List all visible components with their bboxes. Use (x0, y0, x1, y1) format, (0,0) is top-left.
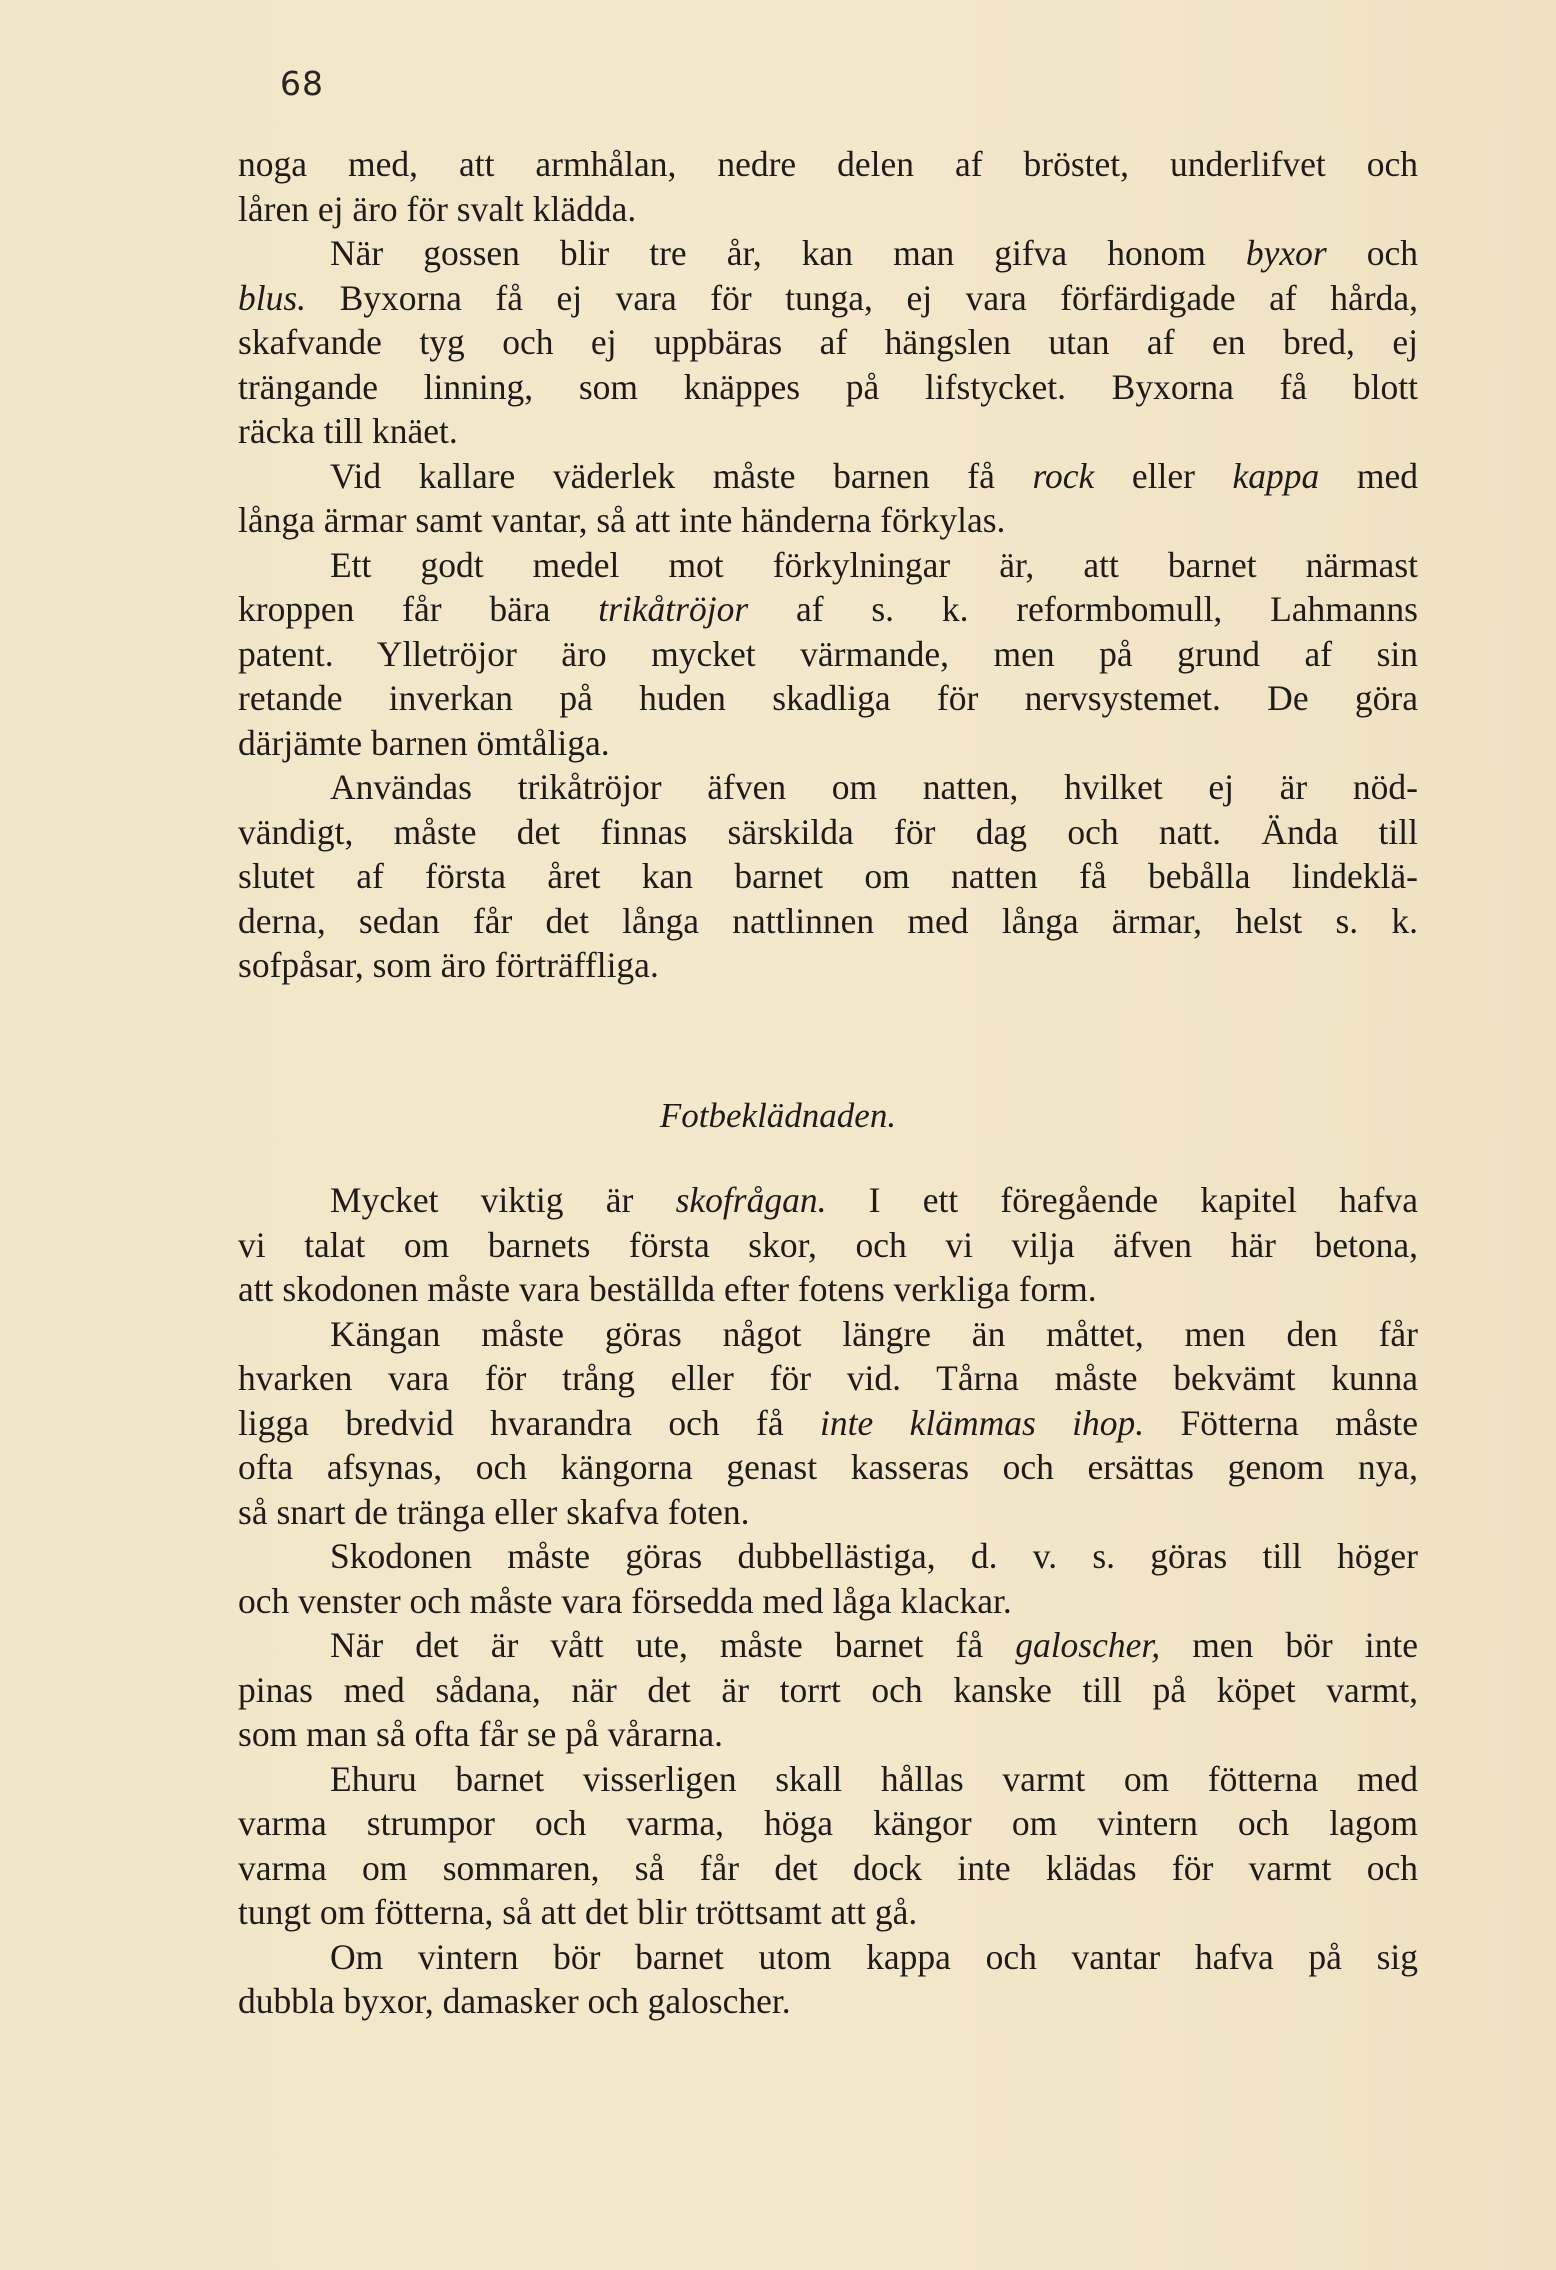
text-run: och (1326, 233, 1418, 273)
text-run: af s. k. reformbomull, Lahmanns (748, 589, 1418, 629)
emphasized-term: byxor (1245, 233, 1327, 273)
emphasized-term: skofrågan. (675, 1180, 827, 1220)
text-run: ofta afsynas, och kängorna genast kasseras och ersättas genom nya, (238, 1447, 1418, 1487)
emphasized-term: blus. (238, 277, 307, 318)
text-run: Om vintern bör barnet utom kappa och vantar hafva på sig (330, 1936, 1418, 1977)
text-line (238, 1979, 1418, 2024)
text-line (238, 632, 1418, 677)
text-run: varma om sommaren, så får det dock inte klädas för varmt och (238, 1847, 1418, 1888)
text-line (238, 899, 1418, 944)
text-run: retande inverkan på huden skadliga för nervsystemet. De göra (238, 678, 1418, 718)
text-line (238, 1757, 1418, 1802)
text-run: men bör inte (1160, 1625, 1418, 1665)
text-line (238, 1490, 1418, 1535)
text-line (238, 276, 1418, 321)
text-run: så snart de tränga eller skafva foten. (238, 1491, 750, 1532)
text-line (238, 1401, 1418, 1446)
text-line (238, 365, 1418, 410)
text-line (238, 409, 1418, 454)
text-line (238, 543, 1418, 588)
text-line (238, 231, 1418, 276)
text-line (238, 1668, 1418, 1713)
text-line (238, 810, 1418, 855)
text-line (238, 1935, 1418, 1980)
text-line (238, 320, 1418, 365)
text-run: som man så ofta får se på vårarna. (238, 1714, 723, 1754)
section-1-text (238, 142, 1418, 988)
text-line (238, 721, 1418, 766)
text-run: eller (1094, 455, 1233, 496)
section-2-text (238, 1178, 1418, 2024)
text-run: vändigt, måste det finnas särskilda för dag och natt. Ända till (238, 811, 1418, 852)
text-run: När gossen blir tre år, kan man gifva honom (330, 233, 1246, 273)
text-line (238, 1890, 1418, 1935)
text-line (238, 498, 1418, 543)
text-run: skafvande tyg och ej uppbäras af hängslen utan af en bred, ej (238, 322, 1418, 362)
text-run: Mycket viktig är (330, 1180, 676, 1220)
text-run: noga med, att armhålan, nedre delen af bröstet, underlifvet och (238, 144, 1418, 184)
text-line (238, 1267, 1418, 1312)
emphasized-term: inte klämmas ihop. (820, 1402, 1145, 1443)
text-run: ligga bredvid hvarandra och få (238, 1402, 820, 1443)
text-run: patent. Ylletröjor äro mycket värmande, men på grund af sin (238, 633, 1418, 674)
text-line (238, 1223, 1418, 1268)
text-run: kroppen får bära (238, 589, 599, 629)
text-run: Ehuru barnet visserligen skall hållas varmt om fötterna med (330, 1758, 1418, 1799)
text-run: derna, sedan får det långa nattlinnen med långa ärmar, helst s. k. (238, 900, 1418, 941)
text-run: långa ärmar samt vantar, så att inte händerna förkylas. (238, 500, 1006, 540)
text-line (238, 142, 1418, 187)
text-run: Ett godt medel mot förkylningar är, att barnet närmast (330, 544, 1418, 585)
page-number: 68 (280, 64, 324, 103)
emphasized-term: rock (1032, 455, 1095, 496)
text-line (238, 1623, 1418, 1668)
text-run: tungt om fötterna, så att det blir tröttsamt att gå. (238, 1892, 918, 1932)
emphasized-term: kappa (1232, 455, 1320, 496)
emphasized-term: galoscher, (1015, 1625, 1161, 1665)
text-line (238, 1312, 1418, 1357)
text-run: Fötterna måste (1144, 1402, 1418, 1443)
text-run: låren ej äro för svalt klädda. (238, 188, 637, 229)
text-run: trängande linning, som knäppes på lifstycket. Byxorna få blott (238, 366, 1418, 407)
text-line (238, 765, 1418, 810)
text-run: därjämte barnen ömtåliga. (238, 722, 610, 763)
text-run: räcka till knäet. (238, 411, 458, 451)
text-line (238, 1712, 1418, 1757)
text-run: I ett föregående kapitel hafva (826, 1180, 1419, 1220)
emphasized-term: trikåtröjor (598, 589, 749, 629)
text-run: Kängan måste göras något längre än måttet, men den får (330, 1313, 1418, 1354)
text-line (238, 943, 1418, 988)
text-line (238, 854, 1418, 899)
section-heading: Fotbeklädnaden. (659, 1096, 897, 1135)
text-run: med (1319, 455, 1419, 496)
text-run: När det är vått ute, måste barnet få (330, 1625, 1016, 1665)
text-run: Byxorna få ej vara för tunga, ej vara förfärdigade af hårda, (306, 277, 1418, 318)
text-run: sofpåsar, som äro förträffliga. (238, 945, 659, 985)
text-run: Vid kallare väderlek måste barnen få (330, 455, 1033, 496)
text-line (238, 1356, 1418, 1401)
text-run: dubbla byxor, damasker och galoscher. (238, 1981, 791, 2021)
text-run: att skodonen måste vara beställda efter fotens verkliga form. (238, 1269, 1097, 1309)
text-run: och venster och måste vara försedda med låga klackar. (238, 1580, 1012, 1621)
text-line (238, 1534, 1418, 1579)
text-line (238, 587, 1418, 632)
text-line (238, 1801, 1418, 1846)
text-run: hvarken vara för trång eller för vid. Tårna måste bekvämt kunna (238, 1358, 1418, 1398)
text-line (238, 676, 1418, 721)
text-line (238, 1579, 1418, 1624)
text-run: Användas trikåtröjor äfven om natten, hvilket ej är nöd- (330, 767, 1418, 807)
text-run: Skodonen måste göras dubbellästiga, d. v. s. göras till höger (330, 1536, 1418, 1576)
text-line (238, 1178, 1418, 1223)
text-run: slutet af första året kan barnet om natten få bebålla lindeklä- (238, 856, 1418, 896)
text-run: pinas med sådana, när det är torrt och kanske till på köpet varmt, (238, 1669, 1418, 1710)
text-line (238, 1445, 1418, 1490)
text-line (238, 454, 1418, 499)
text-line (238, 1846, 1418, 1891)
text-line (238, 187, 1418, 232)
text-run: varma strumpor och varma, höga kängor om vintern och lagom (238, 1803, 1418, 1843)
text-run: vi talat om barnets första skor, och vi vilja äfven här betona, (238, 1224, 1418, 1265)
